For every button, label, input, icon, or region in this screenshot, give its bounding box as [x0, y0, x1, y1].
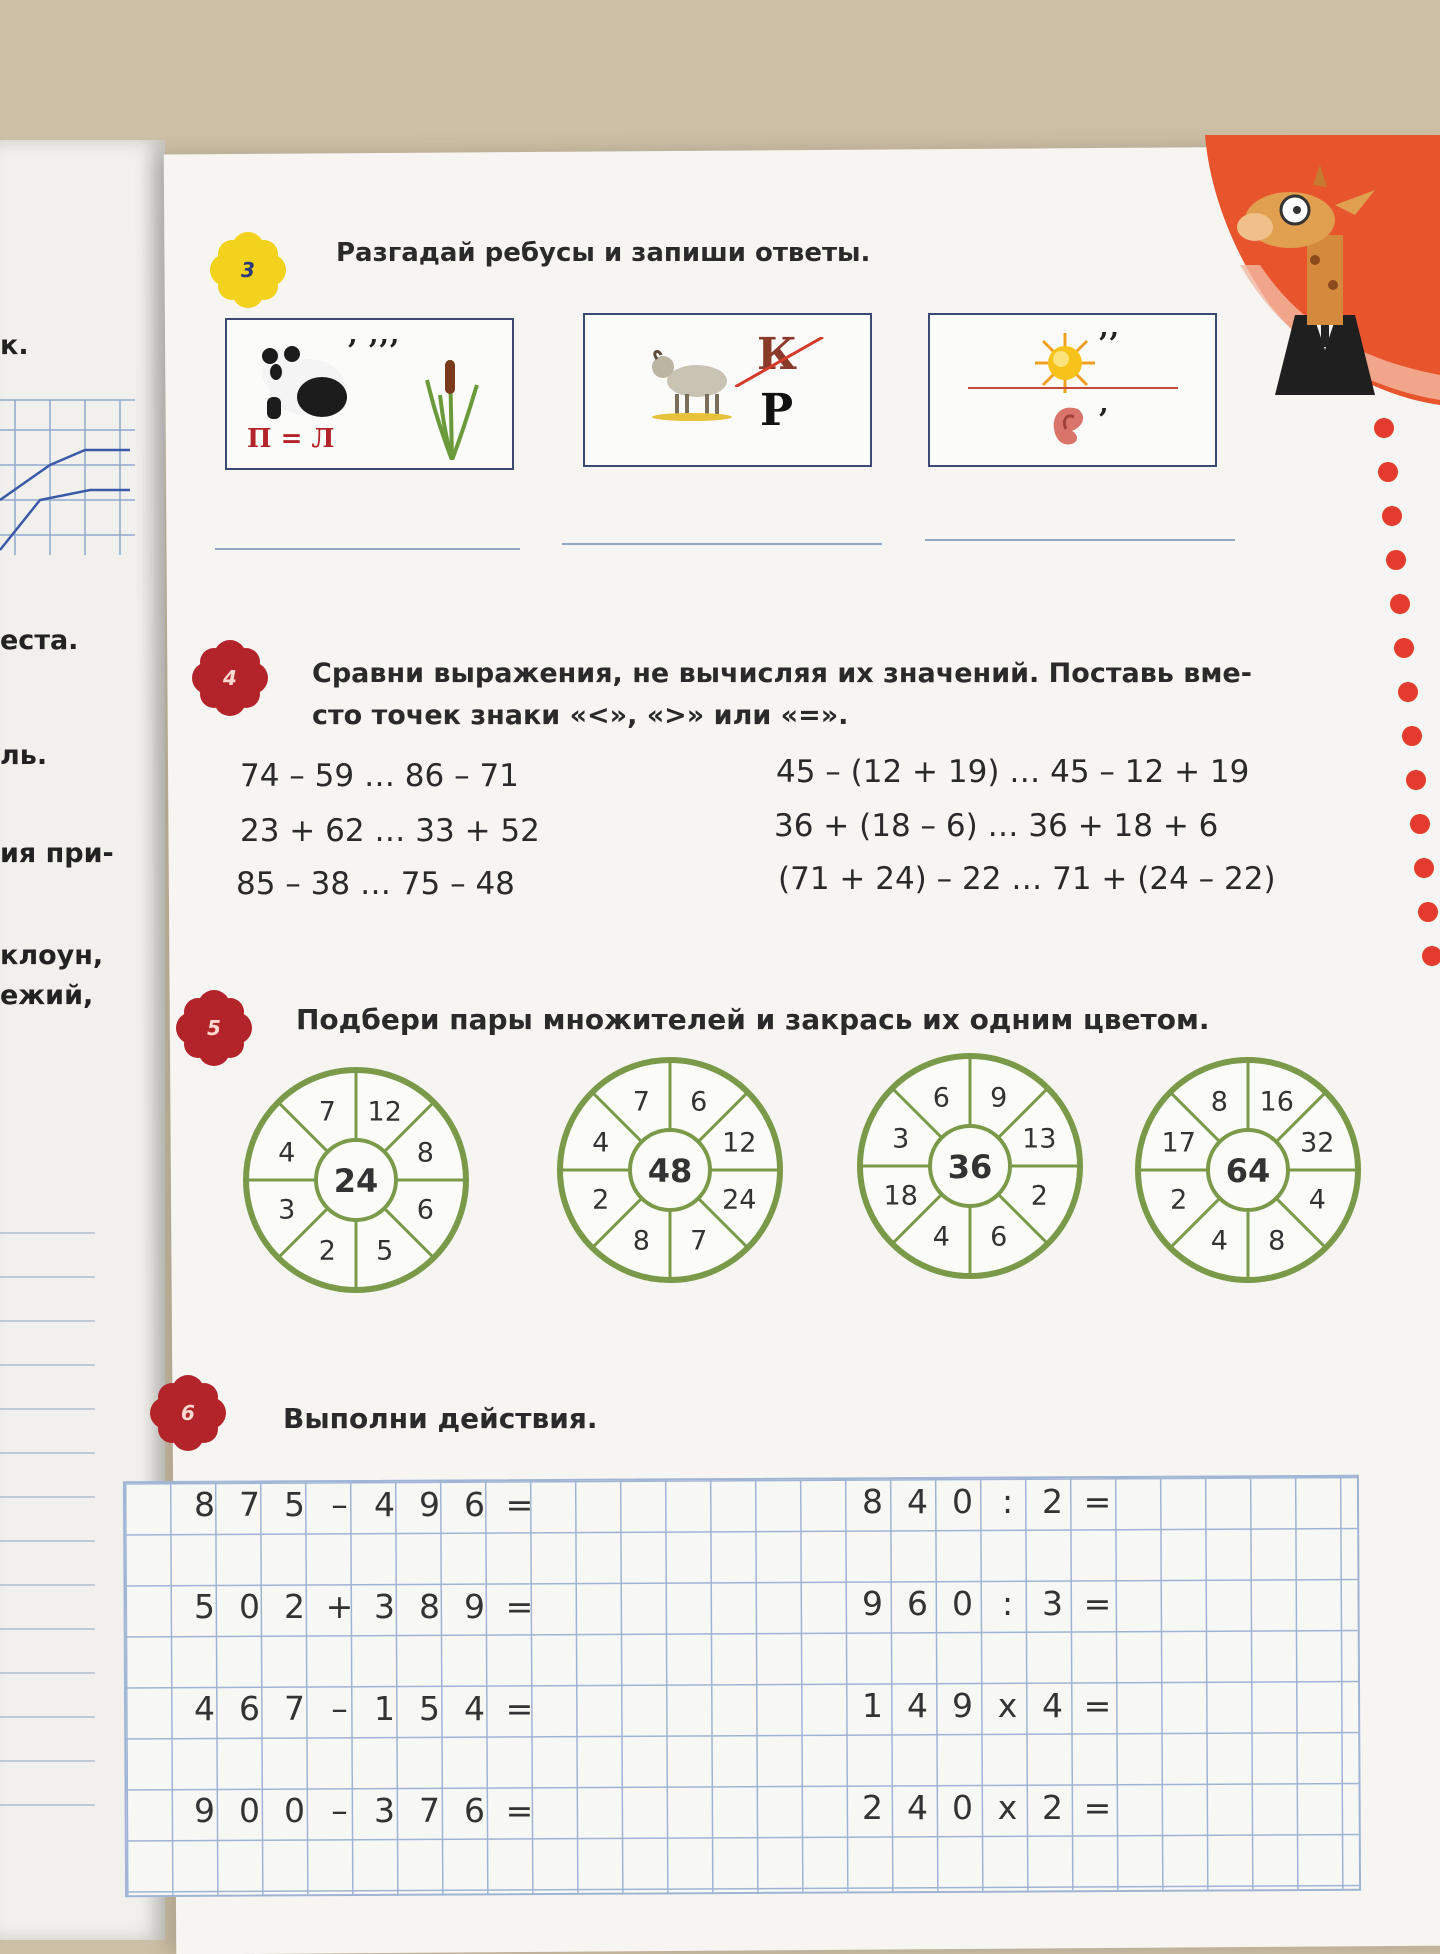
task-badge-6: 6 — [150, 1375, 226, 1451]
grid-digit: – — [331, 1791, 348, 1830]
grid-digit: = — [505, 1689, 534, 1728]
task-5-title: Подбери пары множителей и закрась их одним цветом. — [296, 1003, 1210, 1036]
right-example-row — [850, 1686, 1120, 1725]
grid-digit: 9 — [194, 1791, 215, 1830]
wheel-sector-number[interactable]: 6 — [416, 1194, 434, 1226]
left-example-row — [182, 1587, 542, 1626]
grid-digit: 2 — [1042, 1482, 1063, 1521]
grid-digit: 0 — [284, 1791, 305, 1830]
wheel-sector-number[interactable]: 2 — [1030, 1180, 1048, 1212]
wheel-center-number: 24 — [333, 1162, 379, 1200]
task-6-title: Выполни действия. — [283, 1402, 598, 1435]
grid-digit: 5 — [194, 1587, 215, 1626]
rebus-box-3 — [928, 313, 1217, 467]
grid-digit: 0 — [952, 1788, 973, 1827]
grid-digit: 3 — [374, 1791, 395, 1830]
wheel-center-number: 48 — [647, 1152, 693, 1190]
left-page-grid-drawing — [0, 390, 135, 560]
squared-grid[interactable] — [123, 1475, 1361, 1897]
left-example-row — [182, 1791, 542, 1830]
comparison-left-1: 74 – 59 … 86 – 71 — [240, 758, 519, 794]
grid-digit: 6 — [464, 1485, 485, 1524]
grid-digit: = — [505, 1485, 534, 1524]
left-example-row — [182, 1689, 542, 1728]
wheel-sector-number[interactable]: 24 — [722, 1184, 757, 1216]
grid-digit: 9 — [464, 1587, 485, 1626]
right-example-row — [850, 1788, 1120, 1827]
left-page-text: к. — [0, 330, 29, 361]
grid-digit: 3 — [374, 1587, 395, 1626]
grid-digit: 9 — [862, 1584, 883, 1623]
rebus-box-2 — [583, 313, 872, 467]
grid-digit: 0 — [239, 1587, 260, 1626]
comparison-right-2: 36 + (18 – 6) … 36 + 18 + 6 — [774, 808, 1219, 844]
answer-line-1[interactable] — [215, 548, 520, 550]
grid-digit: 0 — [952, 1584, 973, 1623]
wheel-sector-number[interactable]: 7 — [632, 1086, 650, 1118]
factor-wheel-3 — [852, 1048, 1088, 1284]
grid-digit: = — [505, 1791, 534, 1830]
wheel-sector-number[interactable]: 16 — [1259, 1086, 1294, 1118]
left-example-row — [182, 1485, 542, 1524]
ear-icon — [1048, 403, 1088, 449]
grid-digit: 6 — [464, 1791, 485, 1830]
left-page-lines — [0, 1190, 95, 1840]
wheel-sector-number[interactable]: 8 — [1210, 1086, 1228, 1118]
grid-digit: 0 — [239, 1791, 260, 1830]
wheel-sector-number[interactable]: 3 — [892, 1123, 910, 1155]
wheel-sector-number[interactable]: 4 — [1308, 1184, 1326, 1216]
right-example-row — [850, 1584, 1120, 1623]
wheel-sector-number[interactable]: 8 — [416, 1137, 434, 1169]
grid-digit: 7 — [419, 1791, 440, 1830]
grid-digit: x — [997, 1686, 1018, 1725]
grid-digit: 5 — [284, 1485, 305, 1524]
wheel-sector-number[interactable]: 4 — [1210, 1225, 1228, 1257]
answer-line-2[interactable] — [562, 543, 882, 545]
wheel-center-number: 36 — [947, 1148, 993, 1186]
grid-digit: 0 — [952, 1482, 973, 1521]
grid-digit: = — [1083, 1686, 1112, 1725]
grid-digit: 9 — [952, 1686, 973, 1725]
grid-digit: 4 — [194, 1689, 215, 1728]
fraction-line — [968, 387, 1178, 389]
task-badge-5: 5 — [176, 990, 252, 1066]
grid-digit: : — [1001, 1584, 1014, 1623]
wheel-sector-number[interactable]: 8 — [1268, 1225, 1286, 1257]
task-3-title: Разгадай ребусы и запиши ответы. — [336, 238, 871, 268]
wheel-sector-number[interactable]: 18 — [883, 1180, 918, 1212]
grid-digit: 2 — [1042, 1788, 1063, 1827]
wheel-sector-number[interactable]: 12 — [367, 1096, 402, 1128]
wheel-sector-number[interactable]: 4 — [932, 1221, 950, 1253]
grid-digit: = — [1083, 1788, 1112, 1827]
grid-digit: 8 — [194, 1485, 215, 1524]
wheel-sector-number[interactable]: 8 — [632, 1225, 650, 1257]
sun-icon — [1035, 333, 1095, 393]
grid-digit: + — [325, 1587, 354, 1626]
grid-digit: 7 — [284, 1689, 305, 1728]
wheel-sector-number[interactable]: 6 — [690, 1086, 708, 1118]
factor-wheel-2 — [552, 1052, 788, 1288]
goat-icon — [647, 349, 737, 421]
wheel-sector-number[interactable]: 32 — [1300, 1127, 1335, 1159]
grid-digit: : — [1001, 1482, 1014, 1521]
task-badge-3: 3 — [210, 232, 286, 308]
wheel-sector-number[interactable]: 13 — [1022, 1123, 1057, 1155]
rebus-2-crossed-letter: К — [757, 329, 798, 380]
wheel-sector-number[interactable]: 3 — [278, 1194, 296, 1226]
wheel-sector-number[interactable]: 7 — [318, 1096, 336, 1128]
grid-digit: 4 — [464, 1689, 485, 1728]
wheel-sector-number[interactable]: 2 — [318, 1235, 336, 1267]
grid-digit: 9 — [419, 1485, 440, 1524]
wheel-sector-number[interactable]: 17 — [1161, 1127, 1196, 1159]
grid-digit: 1 — [862, 1686, 883, 1725]
grid-digit: 8 — [862, 1482, 883, 1521]
panda-icon — [252, 342, 352, 422]
rebus-1-rule: П = Л — [247, 424, 335, 454]
grid-digit: = — [505, 1587, 534, 1626]
task-4-title-line-1: Сравни выражения, не вычисляя их значений. Поставь вме- — [312, 658, 1252, 689]
wheel-sector-number[interactable]: 2 — [1170, 1184, 1188, 1216]
task-badge-4: 4 — [192, 640, 268, 716]
left-page-text: ль. — [0, 740, 48, 771]
grid-digit: 5 — [419, 1689, 440, 1728]
rebus-3-marks-top: ’’ — [1098, 327, 1119, 362]
wheel-sector-number[interactable]: 6 — [932, 1082, 950, 1114]
comparison-left-3: 85 – 38 … 75 – 48 — [236, 866, 515, 902]
grid-digit: 6 — [907, 1584, 928, 1623]
grid-digit: x — [997, 1788, 1018, 1827]
grid-digit: = — [1083, 1584, 1112, 1623]
grid-digit: 6 — [239, 1689, 260, 1728]
rebus-3-marks-bottom: ’ — [1098, 403, 1109, 438]
left-page-text: клоун, — [0, 940, 104, 971]
comparison-right-1: 45 – (12 + 19) … 45 – 12 + 19 — [776, 754, 1250, 790]
wheel-sector-number[interactable]: 6 — [990, 1221, 1008, 1253]
rebus-box-1 — [225, 318, 514, 470]
wheel-sector-number[interactable]: 12 — [722, 1127, 757, 1159]
wheel-sector-number[interactable]: 2 — [592, 1184, 610, 1216]
wheel-sector-number[interactable]: 9 — [990, 1082, 1008, 1114]
giraffe-icon — [1235, 165, 1410, 400]
rebus-1-marks: ’ ’’’ — [347, 334, 400, 369]
rebus-2-letter: Р — [760, 385, 794, 436]
grid-digit: – — [331, 1485, 348, 1524]
right-example-row — [850, 1482, 1120, 1521]
grid-digit: 4 — [374, 1485, 395, 1524]
left-page-text: ия при- — [0, 838, 114, 869]
left-page-text: ежий, — [0, 980, 94, 1011]
strike-line — [735, 337, 825, 387]
wheel-sector-number[interactable]: 4 — [592, 1127, 610, 1159]
grid-digit: – — [331, 1689, 348, 1728]
grid-digit: 4 — [907, 1482, 928, 1521]
task-4-title-line-2: сто точек знаки «<», «>» или «=». — [312, 700, 849, 731]
cattail-icon — [422, 340, 482, 460]
wheel-sector-number[interactable]: 4 — [278, 1137, 296, 1169]
left-page-text: еста. — [0, 625, 79, 656]
grid-digit: 4 — [907, 1788, 928, 1827]
wheel-sector-number[interactable]: 7 — [690, 1225, 708, 1257]
grid-digit: 7 — [239, 1485, 260, 1524]
factor-wheel-1 — [238, 1062, 474, 1298]
comparison-right-3: (71 + 24) – 22 … 71 + (24 – 22) — [778, 861, 1276, 897]
grid-digit: = — [1083, 1482, 1112, 1521]
grid-digit: 4 — [907, 1686, 928, 1725]
grid-digit: 2 — [862, 1788, 883, 1827]
answer-line-3[interactable] — [925, 539, 1235, 541]
grid-digit: 2 — [284, 1587, 305, 1626]
comparison-left-2: 23 + 62 … 33 + 52 — [240, 813, 540, 849]
grid-digit: 8 — [419, 1587, 440, 1626]
wheel-sector-number[interactable]: 5 — [376, 1235, 394, 1267]
grid-digit: 3 — [1042, 1584, 1063, 1623]
grid-digit: 4 — [1042, 1686, 1063, 1725]
grid-digit: 1 — [374, 1689, 395, 1728]
wheel-center-number: 64 — [1225, 1152, 1271, 1190]
factor-wheel-4 — [1130, 1052, 1366, 1288]
